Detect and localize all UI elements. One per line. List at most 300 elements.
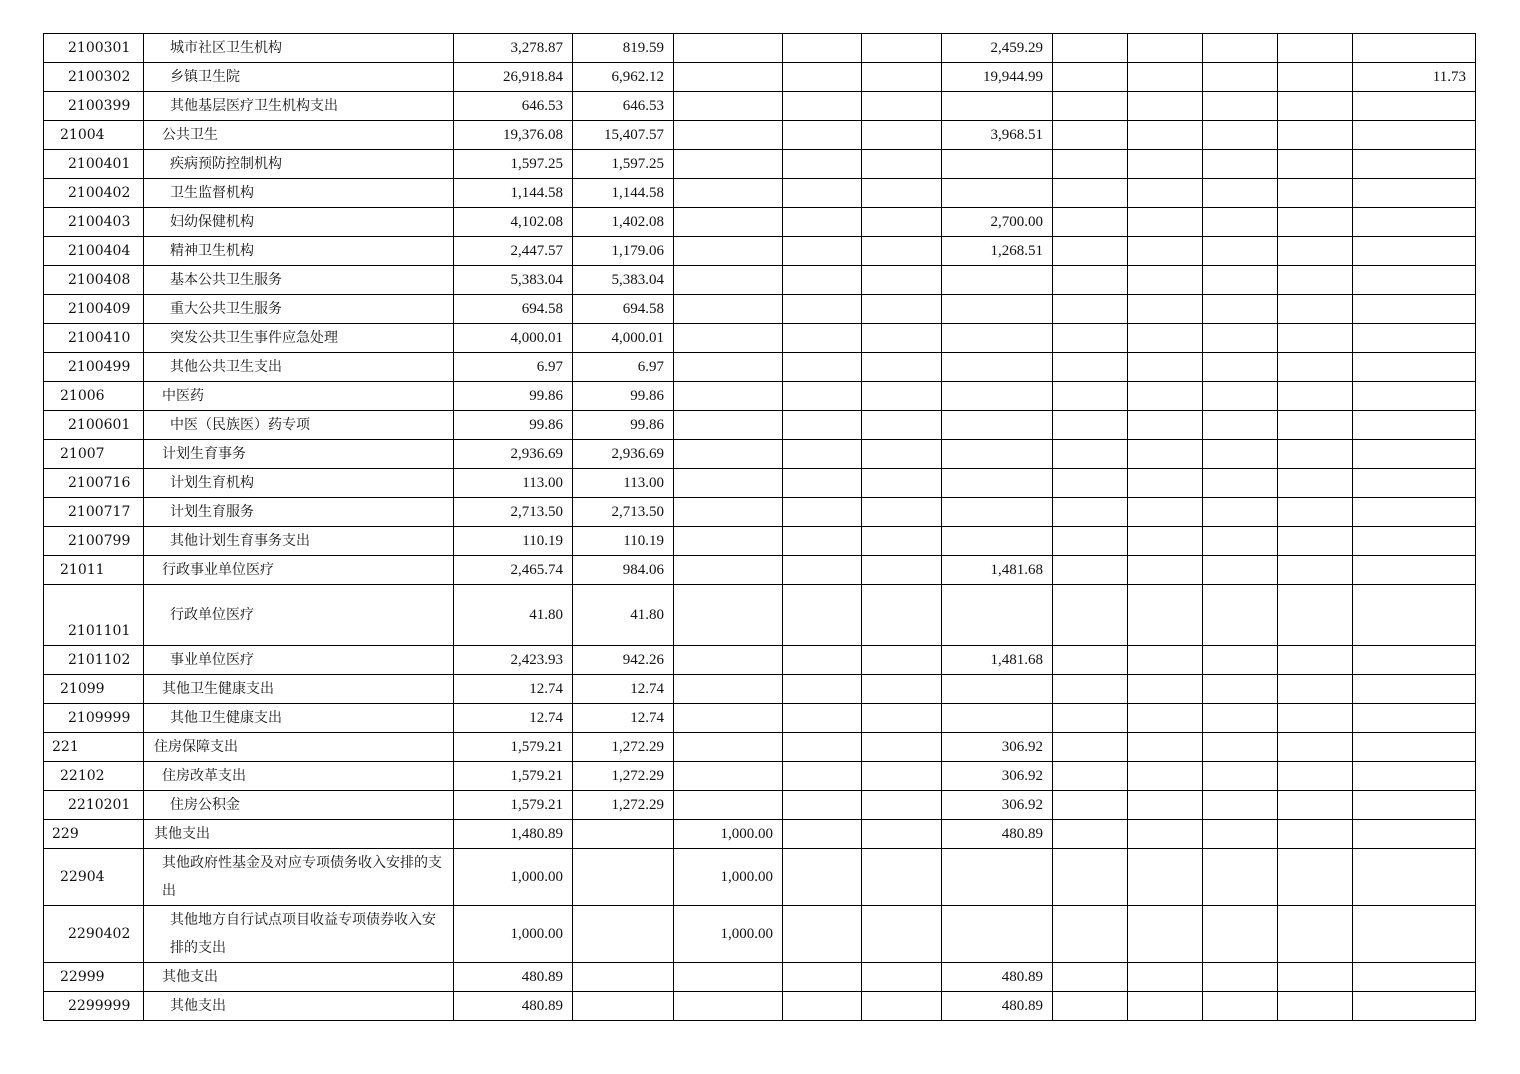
amount-cell-col1: 1,000.00 — [454, 906, 573, 963]
amount-cell-col6 — [942, 469, 1053, 498]
amount-cell-col9 — [1203, 266, 1278, 295]
amount-cell-col6: 19,944.99 — [942, 63, 1053, 92]
amount-cell-col9 — [1203, 992, 1278, 1021]
amount-cell-col2: 99.86 — [573, 382, 674, 411]
subject-code-cell: 2100404 — [44, 237, 144, 266]
subject-code-cell: 21011 — [44, 556, 144, 585]
amount-cell-col2 — [573, 849, 674, 906]
amount-cell-col8 — [1128, 237, 1203, 266]
amount-cell-col11 — [1353, 906, 1476, 963]
amount-cell-col7 — [1053, 208, 1128, 237]
amount-cell-col4 — [783, 704, 862, 733]
amount-cell-col11 — [1353, 704, 1476, 733]
amount-cell-col5 — [862, 440, 942, 469]
amount-cell-col8 — [1128, 266, 1203, 295]
amount-cell-col10 — [1278, 266, 1353, 295]
amount-cell-col3 — [674, 121, 783, 150]
table-row — [44, 208, 1476, 237]
amount-cell-col1: 41.80 — [454, 585, 573, 646]
amount-cell-col9 — [1203, 498, 1278, 527]
subject-code-cell: 21007 — [44, 440, 144, 469]
amount-cell-col5 — [862, 353, 942, 382]
amount-cell-col2: 113.00 — [573, 469, 674, 498]
amount-cell-col4 — [783, 820, 862, 849]
amount-cell-col5 — [862, 34, 942, 63]
subject-name-cell: 其他计划生育事务支出 — [144, 527, 454, 556]
amount-cell-col3 — [674, 498, 783, 527]
amount-cell-col3 — [674, 179, 783, 208]
subject-name-cell: 其他基层医疗卫生机构支出 — [144, 92, 454, 121]
amount-cell-col6 — [942, 150, 1053, 179]
subject-code-cell: 2100499 — [44, 353, 144, 382]
subject-name-cell: 中医药 — [144, 382, 454, 411]
amount-cell-col5 — [862, 121, 942, 150]
amount-cell-col7 — [1053, 179, 1128, 208]
amount-cell-col4 — [783, 208, 862, 237]
table-row — [44, 382, 1476, 411]
amount-cell-col5 — [862, 324, 942, 353]
amount-cell-col11 — [1353, 266, 1476, 295]
amount-cell-col11 — [1353, 237, 1476, 266]
amount-cell-col1: 1,579.21 — [454, 791, 573, 820]
amount-cell-col5 — [862, 906, 942, 963]
amount-cell-col8 — [1128, 849, 1203, 906]
amount-cell-col9 — [1203, 179, 1278, 208]
amount-cell-col5 — [862, 498, 942, 527]
amount-cell-col7 — [1053, 675, 1128, 704]
amount-cell-col8 — [1128, 762, 1203, 791]
amount-cell-col9 — [1203, 675, 1278, 704]
amount-cell-col4 — [783, 963, 862, 992]
amount-cell-col10 — [1278, 324, 1353, 353]
amount-cell-col8 — [1128, 382, 1203, 411]
amount-cell-col4 — [783, 121, 862, 150]
amount-cell-col7 — [1053, 295, 1128, 324]
table-row — [44, 791, 1476, 820]
amount-cell-col9 — [1203, 762, 1278, 791]
amount-cell-col5 — [862, 585, 942, 646]
amount-cell-col2: 6.97 — [573, 353, 674, 382]
table-row — [44, 469, 1476, 498]
amount-cell-col8 — [1128, 179, 1203, 208]
amount-cell-col8 — [1128, 675, 1203, 704]
amount-cell-col7 — [1053, 237, 1128, 266]
amount-cell-col5 — [862, 92, 942, 121]
amount-cell-col4 — [783, 237, 862, 266]
amount-cell-col7 — [1053, 992, 1128, 1021]
amount-cell-col1: 1,579.21 — [454, 762, 573, 791]
amount-cell-col1: 2,423.93 — [454, 646, 573, 675]
table-row — [44, 992, 1476, 1021]
amount-cell-col9 — [1203, 646, 1278, 675]
amount-cell-col11 — [1353, 556, 1476, 585]
amount-cell-col1: 2,713.50 — [454, 498, 573, 527]
table-row — [44, 324, 1476, 353]
amount-cell-col3 — [674, 675, 783, 704]
amount-cell-col11 — [1353, 469, 1476, 498]
amount-cell-col5 — [862, 762, 942, 791]
amount-cell-col3 — [674, 150, 783, 179]
amount-cell-col9 — [1203, 121, 1278, 150]
subject-name-cell: 重大公共卫生服务 — [144, 295, 454, 324]
table-row — [44, 527, 1476, 556]
amount-cell-col3: 1,000.00 — [674, 820, 783, 849]
table-row — [44, 820, 1476, 849]
subject-name-cell: 卫生监督机构 — [144, 179, 454, 208]
amount-cell-col8 — [1128, 992, 1203, 1021]
amount-cell-col3 — [674, 733, 783, 762]
amount-cell-col1: 1,597.25 — [454, 150, 573, 179]
subject-code-cell: 229 — [44, 820, 144, 849]
amount-cell-col2: 1,272.29 — [573, 762, 674, 791]
amount-cell-col9 — [1203, 733, 1278, 762]
subject-name-cell: 基本公共卫生服务 — [144, 266, 454, 295]
amount-cell-col1: 110.19 — [454, 527, 573, 556]
subject-code-cell: 2100409 — [44, 295, 144, 324]
amount-cell-col8 — [1128, 295, 1203, 324]
amount-cell-col5 — [862, 820, 942, 849]
amount-cell-col6 — [942, 266, 1053, 295]
amount-cell-col7 — [1053, 527, 1128, 556]
amount-cell-col2: 12.74 — [573, 704, 674, 733]
amount-cell-col8 — [1128, 92, 1203, 121]
subject-code-cell: 2100716 — [44, 469, 144, 498]
subject-name-cell: 妇幼保健机构 — [144, 208, 454, 237]
amount-cell-col6 — [942, 906, 1053, 963]
amount-cell-col3 — [674, 469, 783, 498]
amount-cell-col8 — [1128, 440, 1203, 469]
amount-cell-col9 — [1203, 585, 1278, 646]
amount-cell-col10 — [1278, 92, 1353, 121]
subject-code-cell: 2109999 — [44, 704, 144, 733]
amount-cell-col11 — [1353, 324, 1476, 353]
amount-cell-col11 — [1353, 646, 1476, 675]
subject-name-cell: 疾病预防控制机构 — [144, 150, 454, 179]
table-row — [44, 440, 1476, 469]
table-row — [44, 411, 1476, 440]
amount-cell-col6 — [942, 353, 1053, 382]
amount-cell-col8 — [1128, 733, 1203, 762]
amount-cell-col11 — [1353, 382, 1476, 411]
table-row — [44, 704, 1476, 733]
amount-cell-col5 — [862, 150, 942, 179]
subject-code-cell: 2100302 — [44, 63, 144, 92]
amount-cell-col6 — [942, 440, 1053, 469]
amount-cell-col7 — [1053, 849, 1128, 906]
amount-cell-col2: 1,144.58 — [573, 179, 674, 208]
amount-cell-col1: 3,278.87 — [454, 34, 573, 63]
table-row — [44, 34, 1476, 63]
table-row — [44, 353, 1476, 382]
amount-cell-col8 — [1128, 820, 1203, 849]
subject-name-cell: 其他支出 — [144, 992, 454, 1021]
amount-cell-col7 — [1053, 411, 1128, 440]
amount-cell-col2 — [573, 992, 674, 1021]
amount-cell-col3: 1,000.00 — [674, 906, 783, 963]
amount-cell-col1: 19,376.08 — [454, 121, 573, 150]
amount-cell-col11 — [1353, 527, 1476, 556]
amount-cell-col5 — [862, 963, 942, 992]
table-row — [44, 906, 1476, 963]
amount-cell-col11 — [1353, 179, 1476, 208]
amount-cell-col6: 480.89 — [942, 992, 1053, 1021]
table-row — [44, 92, 1476, 121]
amount-cell-col8 — [1128, 556, 1203, 585]
amount-cell-col7 — [1053, 34, 1128, 63]
table-body — [44, 34, 1476, 1021]
amount-cell-col2: 1,402.08 — [573, 208, 674, 237]
amount-cell-col3 — [674, 556, 783, 585]
amount-cell-col1: 480.89 — [454, 963, 573, 992]
amount-cell-col7 — [1053, 63, 1128, 92]
amount-cell-col5 — [862, 382, 942, 411]
amount-cell-col5 — [862, 469, 942, 498]
amount-cell-col2: 942.26 — [573, 646, 674, 675]
table-row — [44, 646, 1476, 675]
amount-cell-col10 — [1278, 733, 1353, 762]
amount-cell-col3 — [674, 585, 783, 646]
amount-cell-col3 — [674, 646, 783, 675]
amount-cell-col11 — [1353, 208, 1476, 237]
amount-cell-col5 — [862, 704, 942, 733]
amount-cell-col5 — [862, 992, 942, 1021]
amount-cell-col9 — [1203, 820, 1278, 849]
amount-cell-col10 — [1278, 675, 1353, 704]
amount-cell-col10 — [1278, 121, 1353, 150]
amount-cell-col10 — [1278, 498, 1353, 527]
amount-cell-col2: 41.80 — [573, 585, 674, 646]
amount-cell-col7 — [1053, 353, 1128, 382]
subject-code-cell: 21099 — [44, 675, 144, 704]
amount-cell-col10 — [1278, 208, 1353, 237]
amount-cell-col4 — [783, 556, 862, 585]
amount-cell-col8 — [1128, 527, 1203, 556]
amount-cell-col6 — [942, 704, 1053, 733]
subject-name-cell: 突发公共卫生事件应急处理 — [144, 324, 454, 353]
amount-cell-col10 — [1278, 527, 1353, 556]
amount-cell-col9 — [1203, 92, 1278, 121]
table-row — [44, 266, 1476, 295]
amount-cell-col6: 3,968.51 — [942, 121, 1053, 150]
amount-cell-col10 — [1278, 179, 1353, 208]
subject-name-cell: 其他公共卫生支出 — [144, 353, 454, 382]
subject-name-cell: 乡镇卫生院 — [144, 63, 454, 92]
amount-cell-col9 — [1203, 382, 1278, 411]
amount-cell-col3 — [674, 440, 783, 469]
subject-name-cell: 其他政府性基金及对应专项债务收入安排的支出 — [144, 849, 454, 906]
amount-cell-col1: 12.74 — [454, 675, 573, 704]
subject-code-cell: 2100408 — [44, 266, 144, 295]
table-row — [44, 150, 1476, 179]
amount-cell-col4 — [783, 906, 862, 963]
table-row — [44, 179, 1476, 208]
amount-cell-col7 — [1053, 585, 1128, 646]
amount-cell-col8 — [1128, 121, 1203, 150]
amount-cell-col6 — [942, 675, 1053, 704]
amount-cell-col9 — [1203, 440, 1278, 469]
amount-cell-col4 — [783, 585, 862, 646]
amount-cell-col3 — [674, 266, 783, 295]
amount-cell-col8 — [1128, 150, 1203, 179]
amount-cell-col3 — [674, 992, 783, 1021]
amount-cell-col7 — [1053, 324, 1128, 353]
amount-cell-col10 — [1278, 556, 1353, 585]
amount-cell-col9 — [1203, 906, 1278, 963]
amount-cell-col2: 6,962.12 — [573, 63, 674, 92]
amount-cell-col1: 2,936.69 — [454, 440, 573, 469]
subject-code-cell: 2100301 — [44, 34, 144, 63]
amount-cell-col5 — [862, 208, 942, 237]
amount-cell-col11 — [1353, 849, 1476, 906]
subject-name-cell: 住房保障支出 — [144, 733, 454, 762]
amount-cell-col3 — [674, 34, 783, 63]
amount-cell-col8 — [1128, 63, 1203, 92]
amount-cell-col10 — [1278, 150, 1353, 179]
amount-cell-col10 — [1278, 353, 1353, 382]
subject-code-cell: 2101101 — [44, 585, 144, 646]
subject-code-cell: 2290402 — [44, 906, 144, 963]
amount-cell-col3 — [674, 295, 783, 324]
amount-cell-col4 — [783, 353, 862, 382]
amount-cell-col6: 306.92 — [942, 762, 1053, 791]
table-row — [44, 63, 1476, 92]
amount-cell-col5 — [862, 527, 942, 556]
amount-cell-col1: 480.89 — [454, 992, 573, 1021]
table-row — [44, 733, 1476, 762]
table-row — [44, 556, 1476, 585]
amount-cell-col3 — [674, 237, 783, 266]
amount-cell-col11 — [1353, 498, 1476, 527]
amount-cell-col11 — [1353, 121, 1476, 150]
amount-cell-col7 — [1053, 820, 1128, 849]
amount-cell-col6: 480.89 — [942, 963, 1053, 992]
subject-name-cell: 其他地方自行试点项目收益专项债券收入安排的支出 — [144, 906, 454, 963]
amount-cell-col6: 306.92 — [942, 791, 1053, 820]
amount-cell-col10 — [1278, 992, 1353, 1021]
amount-cell-col11 — [1353, 585, 1476, 646]
amount-cell-col1: 1,480.89 — [454, 820, 573, 849]
amount-cell-col7 — [1053, 150, 1128, 179]
amount-cell-col10 — [1278, 849, 1353, 906]
amount-cell-col4 — [783, 646, 862, 675]
amount-cell-col2: 694.58 — [573, 295, 674, 324]
subject-name-cell: 城市社区卫生机构 — [144, 34, 454, 63]
amount-cell-col11 — [1353, 411, 1476, 440]
amount-cell-col9 — [1203, 237, 1278, 266]
amount-cell-col3 — [674, 353, 783, 382]
subject-code-cell: 21006 — [44, 382, 144, 411]
table-row — [44, 963, 1476, 992]
amount-cell-col2: 4,000.01 — [573, 324, 674, 353]
subject-code-cell: 2100717 — [44, 498, 144, 527]
amount-cell-col2: 2,936.69 — [573, 440, 674, 469]
amount-cell-col6: 1,481.68 — [942, 556, 1053, 585]
amount-cell-col8 — [1128, 585, 1203, 646]
amount-cell-col10 — [1278, 646, 1353, 675]
amount-cell-col1: 6.97 — [454, 353, 573, 382]
amount-cell-col3 — [674, 92, 783, 121]
amount-cell-col2: 1,597.25 — [573, 150, 674, 179]
amount-cell-col2: 819.59 — [573, 34, 674, 63]
amount-cell-col10 — [1278, 704, 1353, 733]
amount-cell-col4 — [783, 266, 862, 295]
subject-name-cell: 精神卫生机构 — [144, 237, 454, 266]
amount-cell-col9 — [1203, 849, 1278, 906]
amount-cell-col9 — [1203, 295, 1278, 324]
amount-cell-col9 — [1203, 527, 1278, 556]
amount-cell-col11 — [1353, 963, 1476, 992]
amount-cell-col11 — [1353, 295, 1476, 324]
amount-cell-col8 — [1128, 791, 1203, 820]
table-row — [44, 498, 1476, 527]
amount-cell-col5 — [862, 63, 942, 92]
amount-cell-col9 — [1203, 63, 1278, 92]
amount-cell-col4 — [783, 63, 862, 92]
amount-cell-col4 — [783, 791, 862, 820]
amount-cell-col9 — [1203, 411, 1278, 440]
subject-name-cell: 中医（民族医）药专项 — [144, 411, 454, 440]
amount-cell-col2: 2,713.50 — [573, 498, 674, 527]
amount-cell-col10 — [1278, 411, 1353, 440]
amount-cell-col10 — [1278, 762, 1353, 791]
subject-code-cell: 2101102 — [44, 646, 144, 675]
subject-name-cell: 计划生育事务 — [144, 440, 454, 469]
amount-cell-col11 — [1353, 92, 1476, 121]
amount-cell-col7 — [1053, 266, 1128, 295]
amount-cell-col7 — [1053, 704, 1128, 733]
amount-cell-col5 — [862, 556, 942, 585]
amount-cell-col4 — [783, 411, 862, 440]
amount-cell-col8 — [1128, 498, 1203, 527]
table-row — [44, 849, 1476, 906]
amount-cell-col10 — [1278, 34, 1353, 63]
amount-cell-col7 — [1053, 762, 1128, 791]
amount-cell-col6: 2,459.29 — [942, 34, 1053, 63]
amount-cell-col1: 4,102.08 — [454, 208, 573, 237]
amount-cell-col1: 2,465.74 — [454, 556, 573, 585]
amount-cell-col1: 1,579.21 — [454, 733, 573, 762]
subject-name-cell: 事业单位医疗 — [144, 646, 454, 675]
amount-cell-col5 — [862, 237, 942, 266]
amount-cell-col11 — [1353, 762, 1476, 791]
amount-cell-col8 — [1128, 469, 1203, 498]
amount-cell-col9 — [1203, 963, 1278, 992]
amount-cell-col3 — [674, 527, 783, 556]
amount-cell-col11 — [1353, 440, 1476, 469]
amount-cell-col7 — [1053, 556, 1128, 585]
amount-cell-col6 — [942, 295, 1053, 324]
amount-cell-col1: 1,000.00 — [454, 849, 573, 906]
subject-name-cell: 行政单位医疗 — [144, 585, 454, 646]
amount-cell-col1: 2,447.57 — [454, 237, 573, 266]
amount-cell-col10 — [1278, 469, 1353, 498]
subject-code-cell: 2100402 — [44, 179, 144, 208]
amount-cell-col9 — [1203, 353, 1278, 382]
table-row — [44, 675, 1476, 704]
subject-code-cell: 22999 — [44, 963, 144, 992]
amount-cell-col2: 1,272.29 — [573, 733, 674, 762]
amount-cell-col1: 99.86 — [454, 382, 573, 411]
amount-cell-col4 — [783, 992, 862, 1021]
amount-cell-col9 — [1203, 150, 1278, 179]
amount-cell-col2 — [573, 820, 674, 849]
amount-cell-col2: 1,179.06 — [573, 237, 674, 266]
amount-cell-col8 — [1128, 411, 1203, 440]
amount-cell-col10 — [1278, 963, 1353, 992]
amount-cell-col5 — [862, 791, 942, 820]
amount-cell-col8 — [1128, 208, 1203, 237]
amount-cell-col8 — [1128, 353, 1203, 382]
